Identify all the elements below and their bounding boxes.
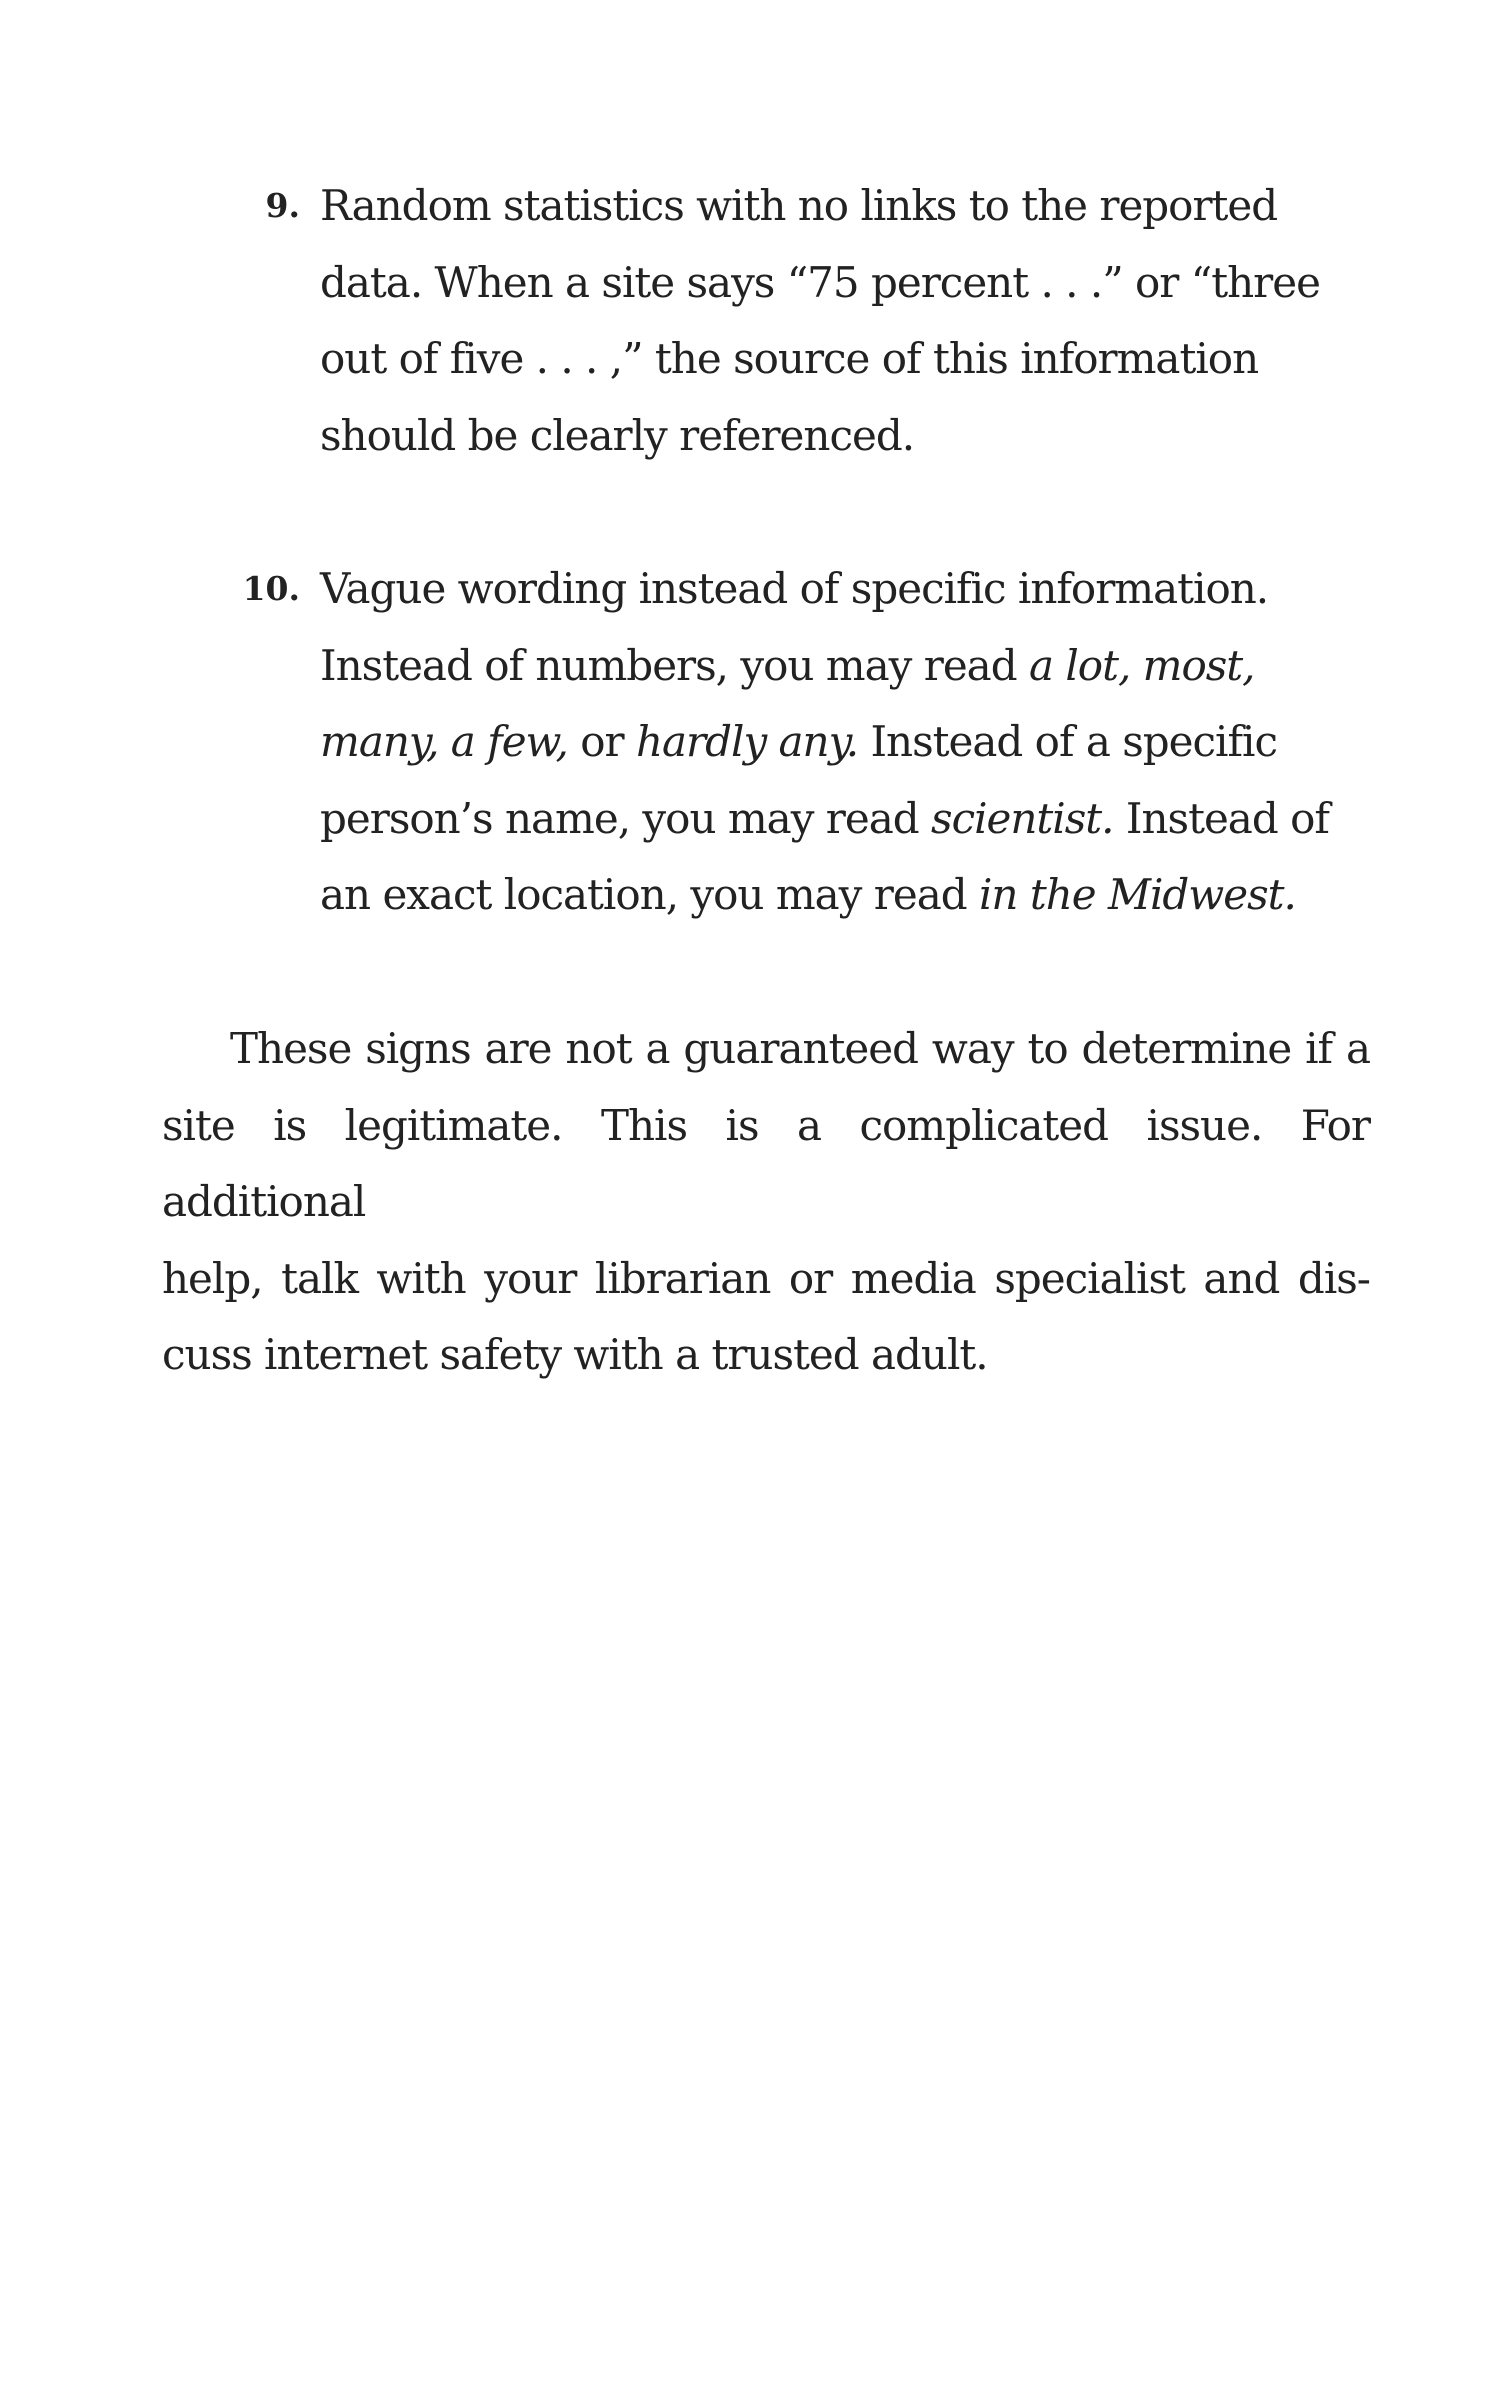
text-run: person’s name, you may read	[320, 793, 932, 843]
text-run: an exact location, you may read	[320, 870, 979, 919]
text-run: Instead of numbers, you may read	[320, 640, 1029, 690]
paragraph-line: cuss internet safety with a trusted adult.	[162, 1330, 988, 1379]
italic-text: many, a few,	[320, 717, 568, 766]
text-line: should be clearly referenced.	[320, 410, 915, 460]
italic-text: hardly any.	[635, 717, 859, 766]
text-line	[320, 704, 1360, 781]
text-run: Instead of a specific	[858, 717, 1277, 766]
italic-text: in the Midwest.	[978, 870, 1296, 919]
text-line: data. When a site says “75 percent . . .” or “three	[320, 257, 1320, 307]
paragraph-line: site is legitimate. This is a complicated issue. For additional	[162, 1100, 1370, 1226]
italic-text: scientist.	[931, 793, 1114, 843]
list-number: 10.	[242, 569, 300, 608]
text-line: Random statistics with no links to the reported	[320, 181, 1278, 230]
text-run: Instead of	[1113, 793, 1329, 843]
text-line	[320, 781, 1360, 858]
list-item-text	[320, 168, 1360, 474]
text-run: or	[567, 717, 636, 766]
text-line: out of five . . . ,” the source of this information	[320, 334, 1259, 383]
text-line	[320, 857, 1360, 934]
body-paragraph	[162, 1011, 1370, 1394]
paragraph-line: These signs are not a guaranteed way to determine if a	[230, 1024, 1370, 1073]
list-item-text	[320, 551, 1360, 934]
text-line	[320, 628, 1360, 705]
list-number: 9.	[265, 186, 300, 225]
italic-text: a lot, most,	[1028, 640, 1255, 690]
text-line: Vague wording instead of specific information.	[320, 564, 1269, 613]
paragraph-line: help, talk with your librarian or media specialist and dis-	[162, 1253, 1370, 1303]
